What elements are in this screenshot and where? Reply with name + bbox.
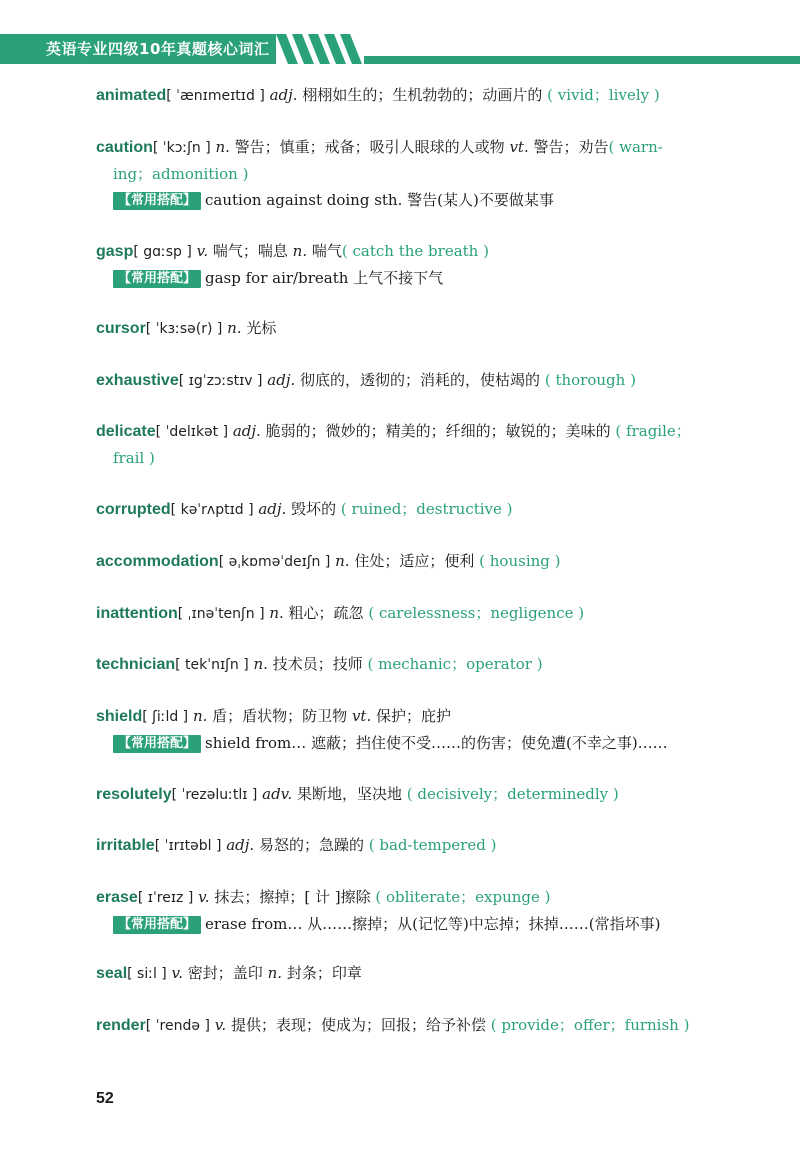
- headword: cursor: [96, 320, 146, 337]
- entry-line: [96, 600, 736, 627]
- definition: 警告；劝告: [533, 138, 609, 156]
- headword: erase: [96, 889, 138, 906]
- collocation-tag: 【常用搭配】: [113, 735, 201, 753]
- synonyms: ( warn-: [608, 138, 663, 156]
- vocab-entry: [96, 418, 736, 471]
- synonyms: ( carelessness；negligence ): [368, 604, 585, 622]
- definition: 栩栩如生的；生机勃勃的；动画片的: [302, 86, 543, 104]
- definition: 彻底的，透彻的；消耗的，使枯竭的: [300, 371, 541, 389]
- definition: 技术员；技师: [272, 655, 363, 673]
- vocab-entry: [96, 1012, 736, 1039]
- part-of-speech: adv.: [262, 785, 293, 803]
- synonyms: ( decisively；determinedly ): [406, 785, 619, 803]
- entry-line: [96, 781, 736, 808]
- synonyms: ( ruined；destructive ): [340, 500, 513, 518]
- vocab-entry: [96, 781, 736, 808]
- vocab-entry: [96, 600, 736, 627]
- vocab-entry: [96, 82, 736, 109]
- part-of-speech: n.: [215, 138, 230, 156]
- entry-line: [96, 445, 736, 471]
- collocation-tag: 【常用搭配】: [113, 270, 201, 288]
- pronunciation: [ ˈkɔːʃn ]: [152, 140, 211, 156]
- part-of-speech: n.: [292, 242, 308, 260]
- entry-line: [96, 134, 736, 161]
- vocab-entry: [96, 651, 736, 678]
- headword: render: [96, 1017, 146, 1034]
- headword: seal: [96, 965, 128, 982]
- entry-line: [96, 911, 736, 937]
- vocab-entry: [96, 832, 736, 859]
- collocation-tag: 【常用搭配】: [113, 916, 201, 934]
- part-of-speech: n.: [267, 964, 283, 982]
- entry-line: [96, 238, 736, 265]
- part-of-speech: n.: [227, 319, 242, 337]
- collocation-phrase: caution against doing sth. 警告(某人)不要做某事: [205, 191, 554, 209]
- headword: delicate: [96, 423, 156, 440]
- collocation-tag: 【常用搭配】: [113, 192, 201, 210]
- vocab-entry: [96, 134, 736, 213]
- collocation-phrase: gasp for air/breath 上气不接下气: [205, 269, 444, 287]
- synonyms: ( obliterate；expunge ): [375, 888, 551, 906]
- headword: corrupted: [96, 501, 171, 518]
- definition: 易怒的；急躁的: [258, 836, 364, 854]
- definition: 提供；表现；使成为；回报；给予补偿: [230, 1016, 486, 1034]
- part-of-speech: v.: [196, 242, 209, 260]
- definition: 封条；印章: [286, 964, 362, 982]
- entry-line: [96, 82, 736, 109]
- part-of-speech: n.: [269, 604, 284, 622]
- part-of-speech: adj.: [226, 836, 255, 854]
- synonyms: ( housing ): [479, 552, 561, 570]
- synonyms: ( fragile；: [615, 422, 691, 440]
- header-stripes-decoration: [276, 34, 366, 64]
- part-of-speech: v.: [171, 964, 184, 982]
- synonyms: ( vivid；lively ): [547, 86, 660, 104]
- entry-line: [96, 265, 736, 291]
- definition: 密封；盖印: [187, 964, 263, 982]
- synonyms: frail ): [113, 449, 155, 467]
- vocab-entry: [96, 238, 736, 291]
- headword: gasp: [96, 243, 134, 260]
- pronunciation: [ ˈrendə ]: [145, 1018, 210, 1034]
- headword: exhaustive: [96, 372, 179, 389]
- headword: inattention: [96, 605, 178, 622]
- definition: 果断地，坚决地: [296, 785, 402, 803]
- headword: technician: [96, 656, 176, 673]
- synonyms: ( thorough ): [544, 371, 636, 389]
- synonyms: ing；admonition ): [113, 165, 249, 183]
- collocation-phrase: erase from… 从……擦掉；从(记忆等)中忘掉；抹掉……(常指坏事): [205, 915, 661, 933]
- page-number: 52: [96, 1090, 114, 1107]
- headword: caution: [96, 139, 153, 156]
- synonyms: ( catch the breath ): [341, 242, 489, 260]
- pronunciation: [ ˈkɜːsə(r) ]: [145, 321, 223, 337]
- vocab-entry: [96, 960, 736, 987]
- pronunciation: [ gɑːsp ]: [133, 244, 192, 260]
- entry-line: [96, 703, 736, 730]
- part-of-speech: n.: [253, 655, 268, 673]
- definition: 光标: [246, 319, 277, 337]
- headword: animated: [96, 87, 167, 104]
- part-of-speech: v.: [198, 888, 210, 906]
- vocab-entry: [96, 884, 736, 937]
- pronunciation: [ ʃiːld ]: [142, 709, 189, 725]
- entry-line: [96, 548, 736, 575]
- entry-line: [96, 884, 736, 911]
- entry-line: [96, 418, 736, 445]
- pronunciation: [ əˌkɒməˈdeɪʃn ]: [218, 554, 331, 570]
- definition: 毁坏的: [291, 500, 337, 518]
- part-of-speech: v.: [214, 1016, 227, 1034]
- part-of-speech: adj.: [267, 371, 296, 389]
- definition: 喘气；喘息: [212, 242, 288, 260]
- pronunciation: [ tekˈnɪʃn ]: [175, 657, 249, 673]
- vocab-entry: [96, 315, 736, 342]
- headword: shield: [96, 708, 143, 725]
- pronunciation: [ ˈdelɪkət ]: [155, 424, 229, 440]
- definition: 喘气: [311, 242, 342, 260]
- definition: 警告；慎重；戒备；吸引人眼球的人或物: [234, 138, 505, 156]
- pronunciation: [ ˈænɪmeɪtɪd ]: [166, 88, 265, 104]
- header-title: 英语专业四级10年真题核心词汇: [0, 34, 276, 64]
- entry-line: [96, 832, 736, 859]
- vocab-entry: [96, 367, 736, 394]
- headword: irritable: [96, 837, 155, 854]
- pronunciation: [ ˈɪrɪtəbl ]: [154, 838, 222, 854]
- part-of-speech: adj.: [258, 500, 287, 518]
- collocation-phrase: shield from… 遮蔽；挡住使不受……的伤害；使免遭(不幸之事)……: [205, 734, 668, 752]
- entry-line: [96, 161, 736, 187]
- synonyms: ( bad-tempered ): [368, 836, 497, 854]
- synonyms: ( provide；offer；furnish ): [490, 1016, 690, 1034]
- definition: 住处；适应；便利: [354, 552, 475, 570]
- entry-line: [96, 730, 736, 756]
- pronunciation: [ siːl ]: [127, 966, 167, 982]
- entry-line: [96, 367, 736, 394]
- entry-line: [96, 651, 736, 678]
- entry-line: [96, 960, 736, 987]
- headword: resolutely: [96, 786, 172, 803]
- part-of-speech: adj.: [269, 86, 298, 104]
- part-of-speech: n.: [335, 552, 350, 570]
- entry-line: [96, 496, 736, 523]
- entry-line: [96, 315, 736, 342]
- pronunciation: [ kəˈrʌptɪd ]: [170, 502, 254, 518]
- definition: 保护；庇护: [376, 707, 452, 725]
- part-of-speech: adj.: [232, 422, 261, 440]
- headword: accommodation: [96, 553, 219, 570]
- running-header: [0, 34, 800, 64]
- pronunciation: [ ɪgˈzɔːstɪv ]: [178, 373, 263, 389]
- part-of-speech: vt.: [351, 707, 372, 725]
- header-rule: [364, 56, 800, 64]
- vocab-entry: [96, 548, 736, 575]
- pronunciation: [ ɪˈreɪz ]: [137, 890, 194, 906]
- vocab-entry: [96, 703, 736, 756]
- definition: 抹去；擦掉；[ 计 ]擦除: [214, 888, 371, 906]
- definition: 粗心；疏忽: [288, 604, 364, 622]
- pronunciation: [ ˈrezəluːtlɪ ]: [171, 787, 258, 803]
- definition: 脆弱的；微妙的；精美的；纤细的；敏锐的；美味的: [265, 422, 611, 440]
- entry-line: [96, 1012, 736, 1039]
- pronunciation: [ ˌɪnəˈtenʃn ]: [177, 606, 265, 622]
- entry-line: [96, 187, 736, 213]
- vocab-entry: [96, 496, 736, 523]
- definition: 盾；盾状物；防卫物: [212, 707, 348, 725]
- synonyms: ( mechanic；operator ): [367, 655, 543, 673]
- part-of-speech: vt.: [509, 138, 529, 156]
- part-of-speech: n.: [192, 707, 208, 725]
